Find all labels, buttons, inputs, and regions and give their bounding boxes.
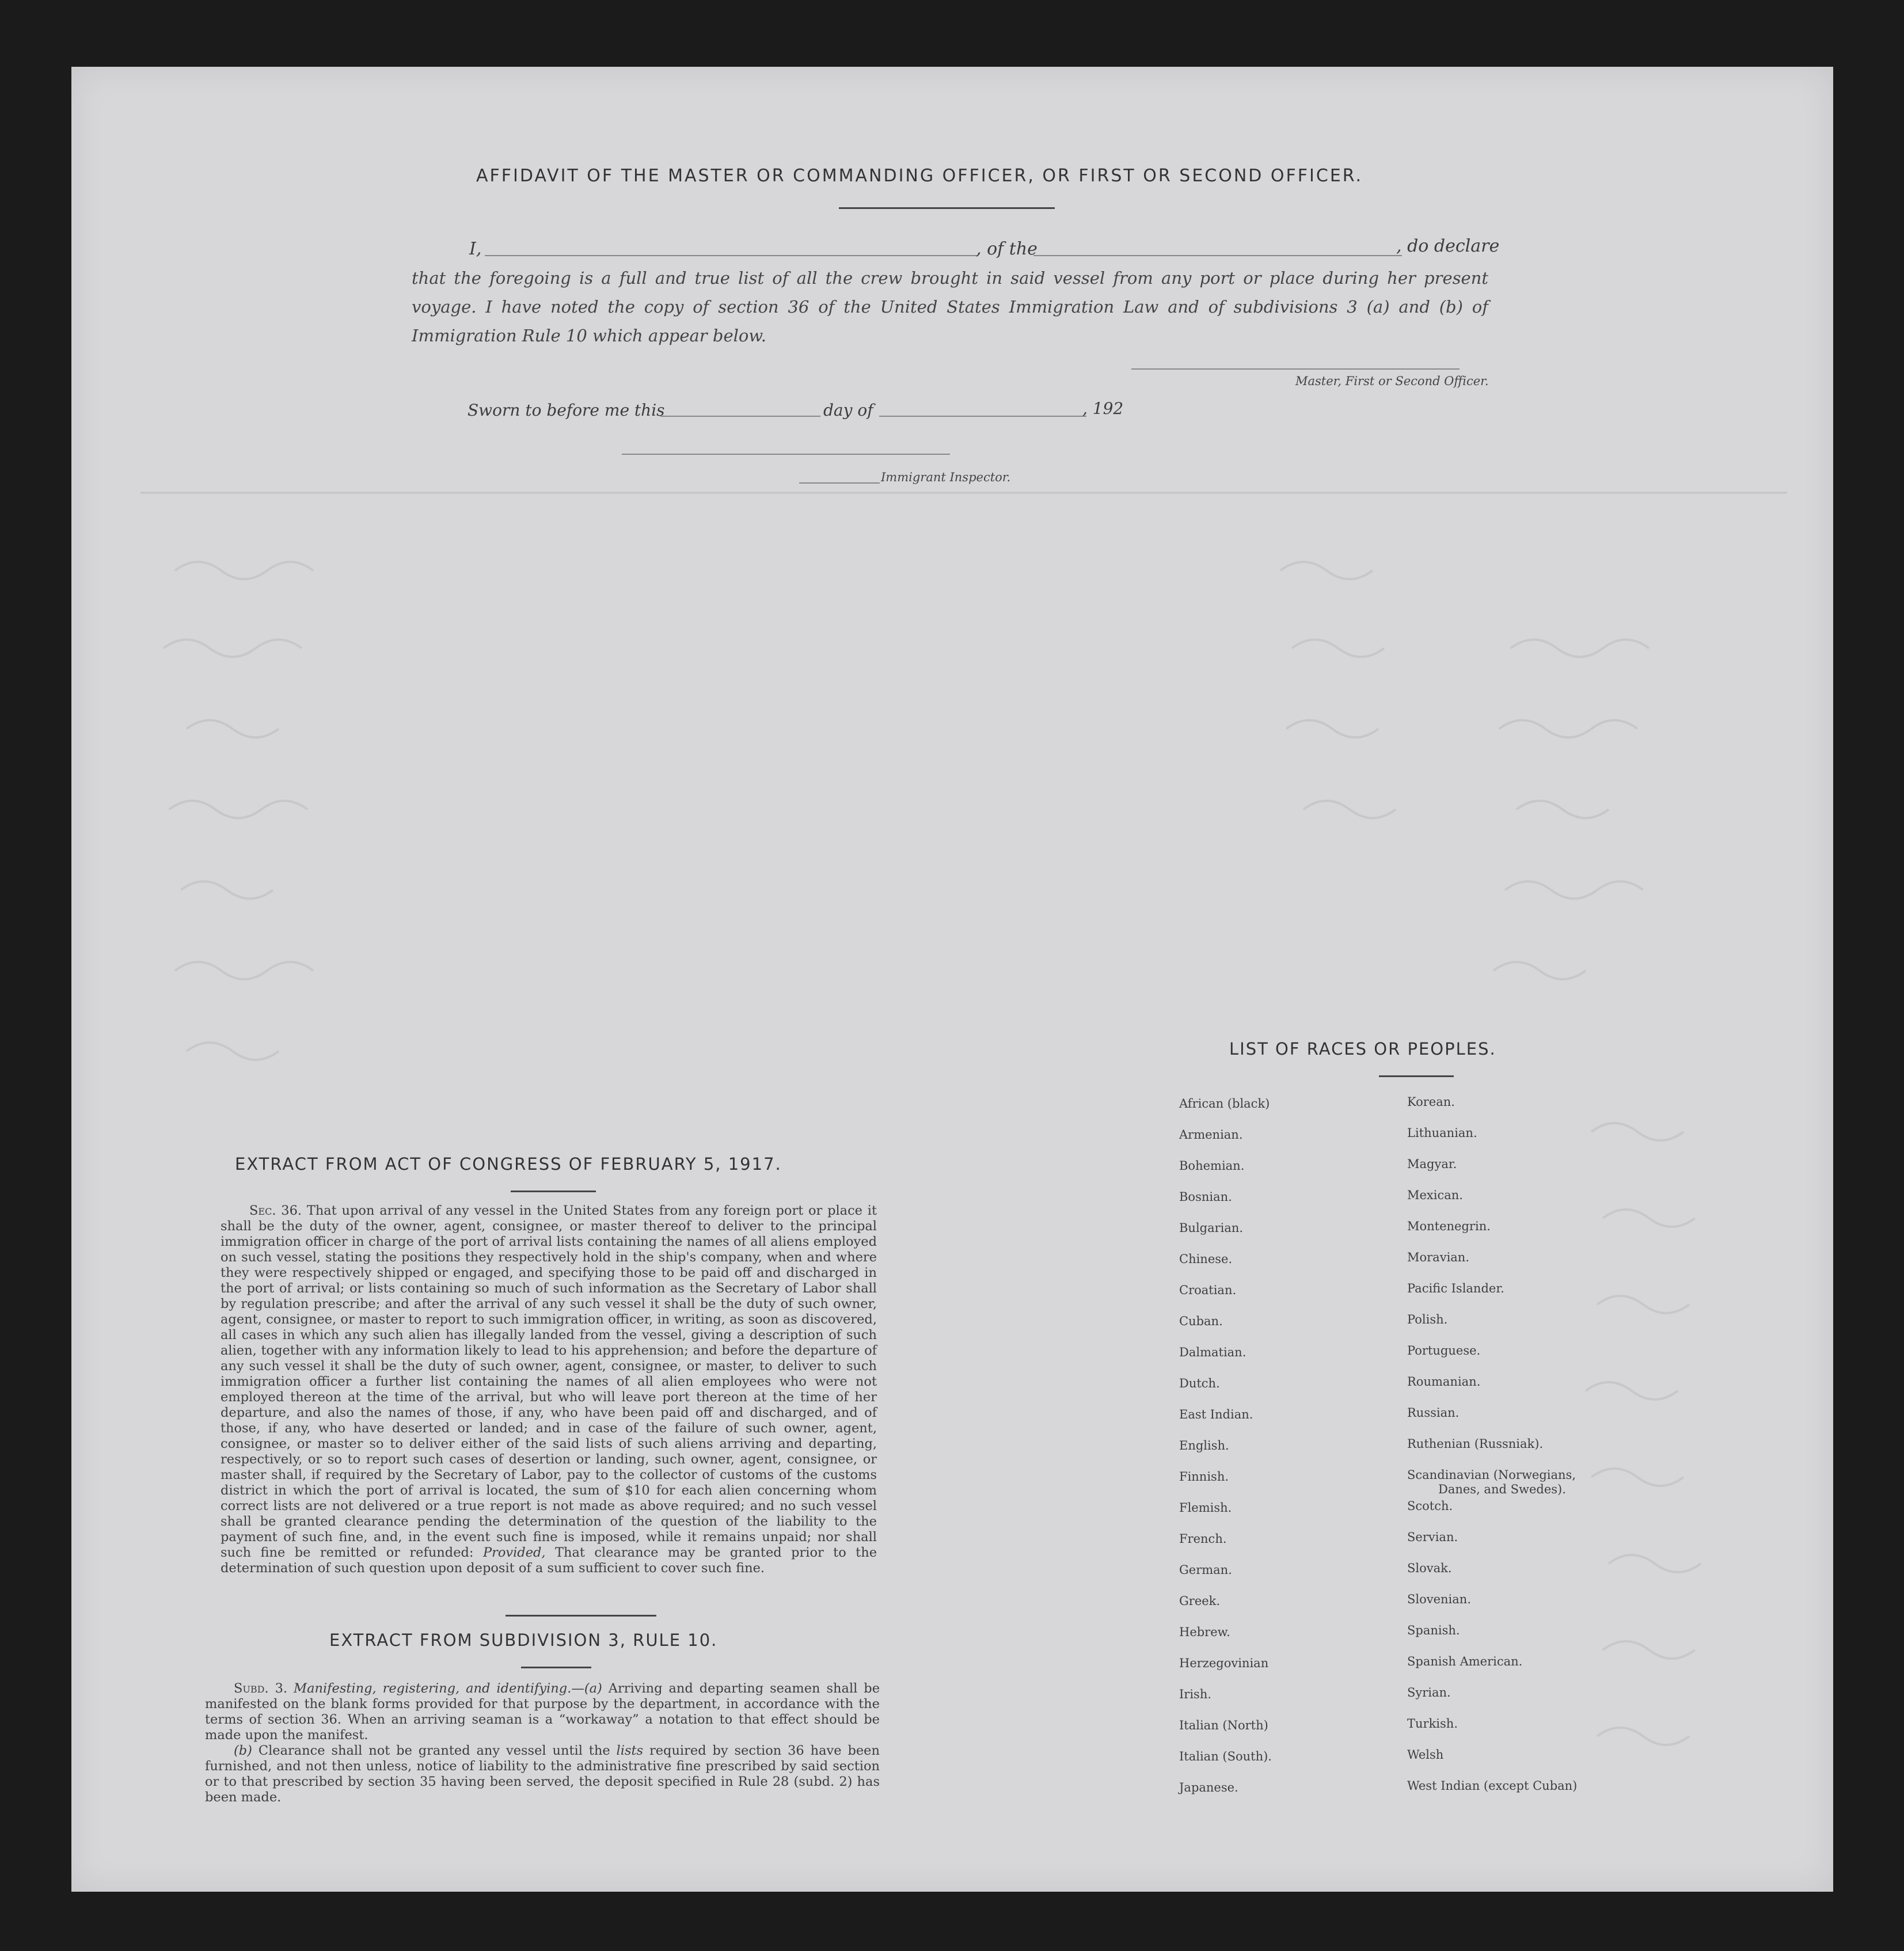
act-extract-title: EXTRACT FROM ACT OF CONGRESS OF FEBRUARY 5, 1917. (235, 1154, 782, 1174)
race-item: Syrian. (1407, 1686, 1451, 1699)
sec-label: Sec. 36. (249, 1203, 302, 1218)
master-signature-line[interactable] (1131, 368, 1460, 370)
race-item: Flemish. (1179, 1501, 1232, 1515)
race-item: Polish. (1407, 1313, 1448, 1326)
race-item: Dalmatian. (1179, 1345, 1246, 1359)
subd-label: Subd. 3. (234, 1681, 288, 1696)
race-item: Bohemian. (1179, 1159, 1245, 1173)
race-item: Spanish American. (1407, 1655, 1523, 1668)
race-item: Ruthenian (Russniak). (1407, 1437, 1544, 1451)
provided-text: That clearance may be granted prior to the determination of such question upon deposit of a sum sufficient to cover such fine. (221, 1545, 877, 1576)
inspector-signature-line[interactable] (622, 454, 950, 455)
part-b-text-2: required by section 36 have been furnished, and not then unless, notice of liability to the administrative fine prescribed by said section or to that prescribed by section 35 having been served, the deposit specified in Rule 28 (subd. 2) has been made. (205, 1743, 880, 1805)
master-caption: Master, First or Second Officer. (1295, 374, 1489, 388)
race-item: Mexican. (1407, 1188, 1463, 1202)
races-title: LIST OF RACES OR PEOPLES. (1229, 1039, 1496, 1059)
rule-extract-title: EXTRACT FROM SUBDIVISION 3, RULE 10. (329, 1630, 718, 1650)
act-end-rule (506, 1615, 656, 1617)
sworn-year-label: , 192 (1082, 399, 1124, 418)
race-item: West Indian (except Cuban) (1407, 1779, 1578, 1793)
race-item: Russian. (1407, 1406, 1460, 1420)
vessel-fill-line[interactable] (1033, 255, 1402, 256)
sworn-day-fill-line[interactable] (660, 416, 820, 417)
race-item: Pacific Islander. (1407, 1281, 1504, 1295)
rule-subd-3-text (205, 1681, 880, 1743)
race-item: Slovak. (1407, 1561, 1452, 1575)
race-item: Greek. (1179, 1594, 1221, 1608)
act-title-underline (511, 1191, 596, 1192)
race-item: Chinese. (1179, 1252, 1233, 1266)
rule-title-underline (521, 1667, 591, 1668)
race-item: Cuban. (1179, 1314, 1223, 1328)
race-item: Montenegrin. (1407, 1219, 1491, 1233)
race-item: Armenian. (1179, 1128, 1243, 1142)
affidavit-declare-label: , do declare (1396, 236, 1500, 256)
affidavit-paragraph: that the foregoing is a full and true list of all the crew brought in said vessel from any port or place during her present voyage. I have noted the copy of section 36 of the United States Immigration Law and of subdivisions 3 (a) and (b) of Immigration Rule 10 which appear below. (412, 268, 1488, 345)
race-item: Italian (North) (1179, 1718, 1268, 1732)
race-item: Japanese. (1179, 1781, 1238, 1794)
race-item: Spanish. (1407, 1623, 1460, 1637)
act-section-36-text (221, 1203, 877, 1576)
name-fill-line[interactable] (485, 255, 977, 256)
sworn-month-fill-line[interactable] (879, 416, 1086, 417)
race-item: Hebrew. (1179, 1625, 1230, 1639)
race-item: Finnish. (1179, 1470, 1229, 1484)
race-item: German. (1179, 1563, 1232, 1577)
race-item: Slovenian. (1407, 1592, 1471, 1606)
race-item: Herzegovinian (1179, 1656, 1269, 1670)
affidavit-i-label: I, (469, 239, 482, 259)
race-item: Welsh (1407, 1748, 1444, 1762)
race-item: Portuguese. (1407, 1344, 1481, 1357)
race-item: Magyar. (1407, 1157, 1457, 1171)
race-item: English. (1179, 1439, 1229, 1452)
race-item: Turkish. (1407, 1717, 1458, 1731)
subd-heading: Manifesting, registering, and identifying. (294, 1681, 572, 1696)
part-a-label: —(a) (571, 1681, 602, 1696)
rule-part-b-text (205, 1743, 880, 1805)
sworn-day-of-label: day of (823, 401, 873, 420)
race-item: Bosnian. (1179, 1190, 1232, 1204)
races-title-underline (1379, 1075, 1454, 1077)
part-b-text-1: Clearance shall not be granted any vessel until the (258, 1743, 610, 1758)
provided-word: Provided, (482, 1545, 546, 1560)
inspector-caption: Immigrant Inspector. (881, 470, 1011, 484)
part-b-lists: lists (616, 1743, 644, 1758)
race-item: East Indian. (1179, 1408, 1253, 1421)
race-item: French. (1179, 1532, 1227, 1546)
race-item: Croatian. (1179, 1283, 1237, 1297)
inspector-short-line (799, 482, 880, 484)
race-item: Scotch. (1407, 1499, 1453, 1513)
race-scandinavian-continuation: Danes, and Swedes). (1438, 1482, 1566, 1496)
race-item: African (black) (1179, 1097, 1270, 1110)
part-b-label: (b) (234, 1743, 252, 1758)
affidavit-title: AFFIDAVIT OF THE MASTER OR COMMANDING OFFICER, OR FIRST OR SECOND OFFICER. (476, 166, 1363, 186)
race-item: Dutch. (1179, 1376, 1220, 1390)
race-item: Scandinavian (Norwegians, (1407, 1468, 1576, 1482)
sworn-prefix: Sworn to before me this (468, 401, 665, 420)
title-underline (839, 207, 1055, 209)
race-item: Irish. (1179, 1687, 1212, 1701)
sec-text: That upon arrival of any vessel in the United States from any foreign port or place it shall be the duty of the owner, agent, consignee, or master thereof to deliver to the principal immigration officer in charge of the port of arrival lists containing the names of all aliens employed on such vessel, stating the positions they respectively hold in the ship's company, when and where they were respectively shipped or engaged, and specifying those to be paid off and discharged in the port of arrival; or lists containing so much of such information as the Secretary of Labor shall by regulation prescribe; and after the arrival of any such vessel it shall be the duty of such owner, agent, consignee, or master to report to such immigration officer, in writing, as soon as discovered, all cases in which any such alien has illegally landed from the vessel, giving a description of such alien, together with any information likely to lead to his apprehension; and before the departure of any such vessel it shall be the duty of such owner, agent, consignee, or master, to deliver to such immigration officer a further list containing the names of all alien employees who were not employed thereon at the time of the arrival, but who will leave port thereon at the time of her departure, and also the names of those, if any, who have been paid off and discharged, and of those, if any, who have deserted or landed; and in case of the failure of such owner, agent, consignee, or master so to deliver either of the said lists of such aliens arriving and departing, respectively, or so to report such cases of desertion or landing, such owner, agent, consignee, or master shall, if required by the Secretary of Labor, pay to the collector of customs of the customs district in which the port of arrival is located, the sum of $10 for each alien concerning whom correct lists are not delivered or a true report is not made as above required; and no such vessel shall be granted clearance pending the determination of the question of the liability to the payment of such fine, and, in the event such fine is imposed, while it remains unpaid; nor shall such fine be remitted or refunded: (221, 1203, 877, 1560)
race-item: Servian. (1407, 1530, 1458, 1544)
race-item: Roumanian. (1407, 1375, 1481, 1389)
race-item: Bulgarian. (1179, 1221, 1244, 1235)
race-item: Moravian. (1407, 1250, 1470, 1264)
race-item: Italian (South). (1179, 1750, 1272, 1763)
affidavit-of-the-label: , of the (976, 239, 1037, 259)
race-item: Lithuanian. (1407, 1126, 1477, 1140)
part-a-text: Arriving and departing seamen shall be manifested on the blank forms provided for that purpose by the department, in accordance with the terms of section 36. When an arriving seaman is a “workaway” a notation to that effect should be made upon the manifest. (205, 1681, 880, 1743)
race-item: Korean. (1407, 1095, 1455, 1109)
